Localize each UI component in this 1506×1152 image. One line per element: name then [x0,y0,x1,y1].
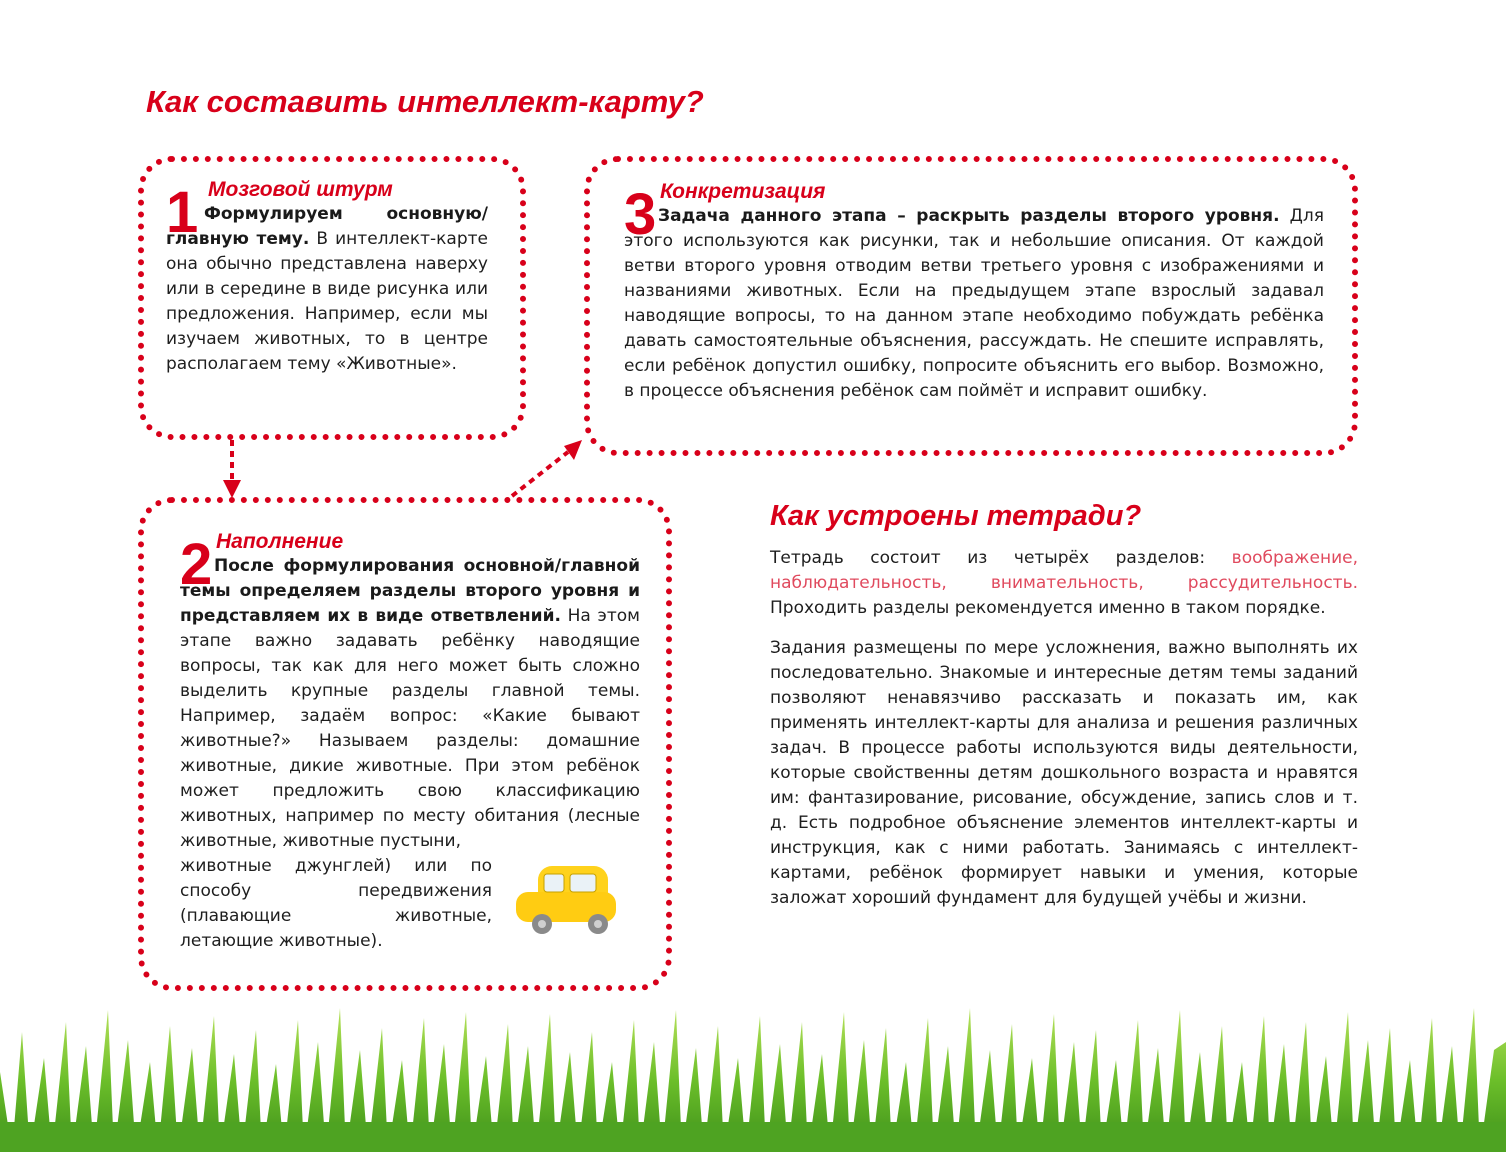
step-lead: После формулирования основной/главной темы определяем разделы второго уровня и представляем их в виде ответвлений. [180,556,640,626]
car-illustration [512,862,620,942]
grass-decoration [0,1002,1506,1152]
step-1 [166,178,488,377]
section-paragraph-2: Задания размещены по мере усложнения, важно выполнять их последовательно. Знакомые и интересные детям темы заданий позволяют ненавязчиво рассказать и показать им, как применять интеллект-карты для анализа и решения различных задач. В процессе работы используются виды деятельности, которые свойственны детям дошкольного возраста и нравятся им: фантазирование, рисование, обсуждение, запись слов и т. д. Есть подробное объяснение элементов интеллект-карты и инструкция, как с ними работать. Занимаясь с интеллект-картами, ребёнок формирует навыки и умения, которые заложат хороший фундамент для будущей учёбы и жизни. [770,638,1358,908]
step-lead: Формулируем основную/главную тему. [166,204,488,249]
arrow-1-to-2 [218,440,248,504]
step-title: Конкретизация [660,180,826,203]
step-text-tail: животные джунглей) или по способу передвижения (плавающие животные, летающие животные). [180,856,492,951]
step-3 [624,180,1324,404]
step-number: 2 [180,532,213,597]
arrow-2-to-3 [508,436,588,500]
section-paragraph-1: Тетрадь состоит из четырёх разделов: воображение, наблюдательность, внимательность, рассудительность. Проходить разделы рекомендуется именно в таком порядке. [770,548,1358,618]
step-lead: Задача данного этапа – раскрыть разделы второго уровня. [658,206,1280,226]
step-number: 1 [166,180,199,245]
step-text: Для этого используются как рисунки, так и небольшие описания. От каждой ветви второго уровня отводим ветви третьего уровня с изображениями и названиями животных. Если на предыдущем этапе взрослый задавал наводящие вопросы, то на данном этапе необходимо побуждать ребёнка давать самостоятельные объяснения, рассуждать. Не спешите исправлять, если ребёнок допустил ошибку, попросите объяснить его выбор. Возможно, в процессе объяснения ребёнок сам поймёт и исправит ошибку. [624,206,1324,401]
step-text: На этом этапе важно задавать ребёнку наводящие вопросы, так как для него может быть сложно выделить крупные разделы главной темы. Например, задаём вопрос: «Какие бывают животные?» Называем разделы: домашние животные, дикие животные. При этом ребёнок может предложить свою классификацию животных, например по месту обитания (лесные животные, животные пустыни, [180,606,640,851]
sections-list: воображение, наблюдательность, внимательность, рассудительность. [770,548,1358,593]
section-title: Как устроены тетради? [770,500,1142,532]
section-body [770,546,1358,911]
step-title: Наполнение [216,530,344,553]
page-title: Как составить интеллект-карту? [146,84,704,119]
step-number: 3 [624,182,657,247]
step-text: В интеллект-карте она обычно представлена наверху или в середине в виде рисунка или предложения. Например, если мы изучаем животных, то в центре располагаем тему «Животные». [166,229,488,374]
step-title: Мозговой штурм [208,178,393,201]
